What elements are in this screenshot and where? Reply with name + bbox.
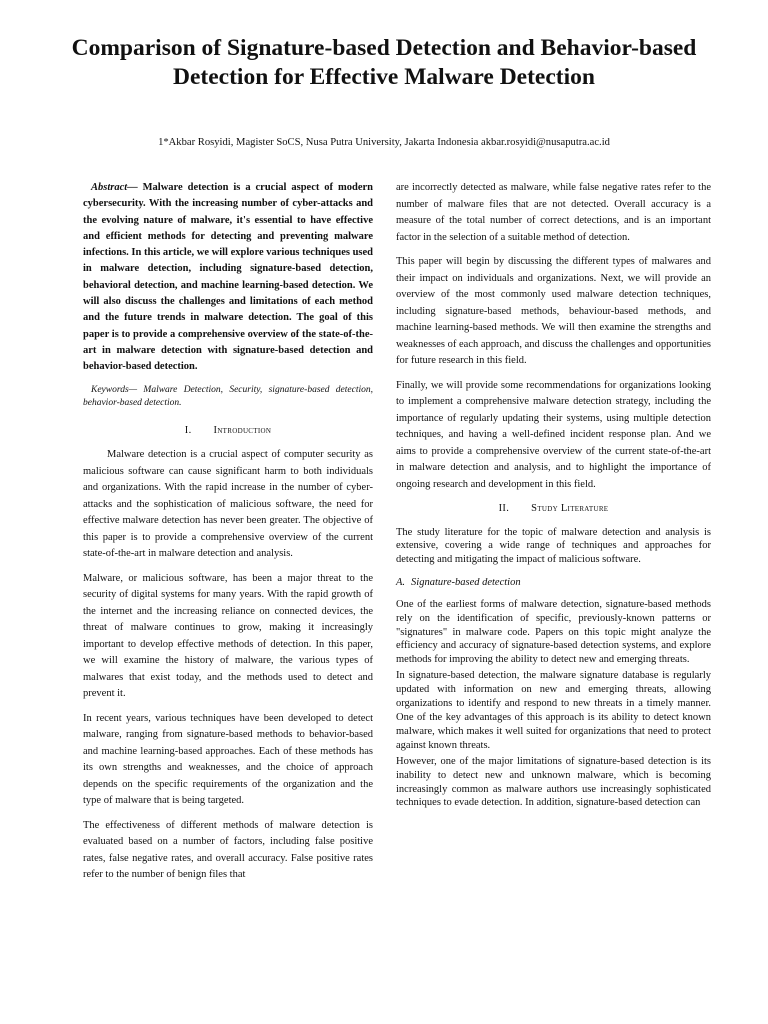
intro-paragraph-1: Malware detection is a crucial aspect of computer security as malicious software can cause significant harm to both individuals and organizations. With the rapid increase in the number of cyber-attacks and the sophistication of malicious software, the need for effective malware detection has never been greater. The objective of this paper is to provide a comprehensive overview of the current state-of-the-art in malware detection and analysis. [83, 449, 373, 560]
abstract-text: Malware detection is a crucial aspect of modern cybersecurity. With the increasing number of cyber-attacks and the evolving nature of malware, it's essential to have effective and efficient methods for detecting and preventing malware infections. In this article, we will explore various techniques used in malware detection, including signature-based detection, behavioral detection, and machine learning-based detection. We will also discuss the challenges and limitations of each method and the future trends in malware detection. The goal of this paper is to provide a comprehensive overview of the state-of-the-art in malware detection with signature-based detection and behavior-based detection. [83, 182, 374, 373]
signature-paragraph-1: One of the earliest forms of malware detection, signature-based methods rely on the identification of specific, previously-known patterns or "signatures" in malware code. Papers on this topic might analyze the efficiency and accuracy of signature-based detection systems, and explore methods for improving the ability to detect new and emerging threats. [396, 598, 711, 666]
abstract-label: Abstract [91, 182, 128, 193]
section-number: II. [498, 503, 510, 514]
section-heading-study-literature [396, 501, 711, 518]
literature-intro: The study literature for the topic of malware detection and analysis is extensive, covering a wide range of techniques and approaches for detecting and mitigating the impact of malicious software. [396, 526, 711, 566]
subsection-letter: A. [396, 577, 406, 589]
intro-paragraph-3: In recent years, various techniques have been developed to detect malware, ranging from signature-based methods to behavior-based and machine learning-based approaches. Each of these methods has its own strengths and weaknesses, and the choice of approach depends on the specific requirements of the organization and the type of malware that is being targeted. [83, 712, 373, 807]
left-column [83, 180, 373, 892]
section-heading-introduction [83, 423, 373, 440]
signature-paragraph-3: However, one of the major limitations of signature-based detection is its inability to detect new and unknown malware, which is becoming increasingly common as malware authors use increasingly sophisticated techniques to evade detection. In addition, signature-based detection can [396, 755, 711, 809]
subsection-heading-signature [396, 575, 711, 592]
intro-paragraph-2: Malware, or malicious software, has been a major threat to the security of digital systems for many years. With the rapid growth of the internet and the increasing reliance on connected devices, the threat of malware continues to grow, making it increasingly important to develop effective methods of detection. In this paper, we will examine the history of malware, the various types of malwares that exist today, and the methods used to detect and prevent it. [83, 572, 373, 700]
author-line: 1*Akbar Rosyidi, Magister SoCS, Nusa Putra University, Jakarta Indonesia akbar.rosyidi@nusaputra.ac.id [158, 137, 610, 148]
subsection-title: Signature-based detection [411, 577, 521, 589]
intro-paragraph-7: Finally, we will provide some recommendations for organizations looking to implement a comprehensive malware detection strategy, including the importance of regularly updating their systems, using multiple detection techniques, and having a well-defined incident response plan. And we aims to provide a comprehensive overview of the current state-of-the-art in malware detection and analysis, and to highlight the importance of ongoing research and development in this field. [396, 379, 711, 490]
signature-paragraph-2: In signature-based detection, the malware signature database is regularly updated with information on new and emerging threats, allowing organizations to identify and respond to new threats in a timely manner. One of the key advantages of this approach is its ability to detect known malware, which makes it well suited for organizations that need to protect against known threats. [396, 670, 711, 751]
intro-paragraph-4: The effectiveness of different methods of malware detection is evaluated based on a number of factors, including false positive rates, false negative rates, and overall accuracy. False positive rates refer to the number of benign files that [83, 819, 373, 881]
right-column [396, 180, 711, 812]
abstract-dash: — [127, 182, 143, 193]
section-number: I. [184, 424, 192, 436]
paper-title: Comparison of Signature-based Detection and Behavior-based Detection for Effective Malware Detection [71, 35, 697, 90]
intro-paragraph-5: are incorrectly detected as malware, while false negative rates refer to the number of malware files that are not detected. Overall accuracy is a measure of the total number of correct detections, and is an important factor in the selection of a suitable method of detection. [396, 182, 711, 243]
section-title: Study Literature [531, 503, 609, 514]
keywords: Keywords— Malware Detection, Security, signature-based detection, behavior-based detection. [83, 384, 373, 409]
section-title: Introduction [213, 424, 272, 436]
abstract [83, 180, 373, 376]
intro-paragraph-6: This paper will begin by discussing the different types of malwares and their impact on individuals and organizations. Next, we will provide an overview of the most commonly used malware detection techniques, including signature-based methods, behaviour-based methods, and machine learning-based methods. We will then examine the strengths and weaknesses of each approach, and discuss the challenges and opportunities for future research in this field. [396, 256, 711, 366]
